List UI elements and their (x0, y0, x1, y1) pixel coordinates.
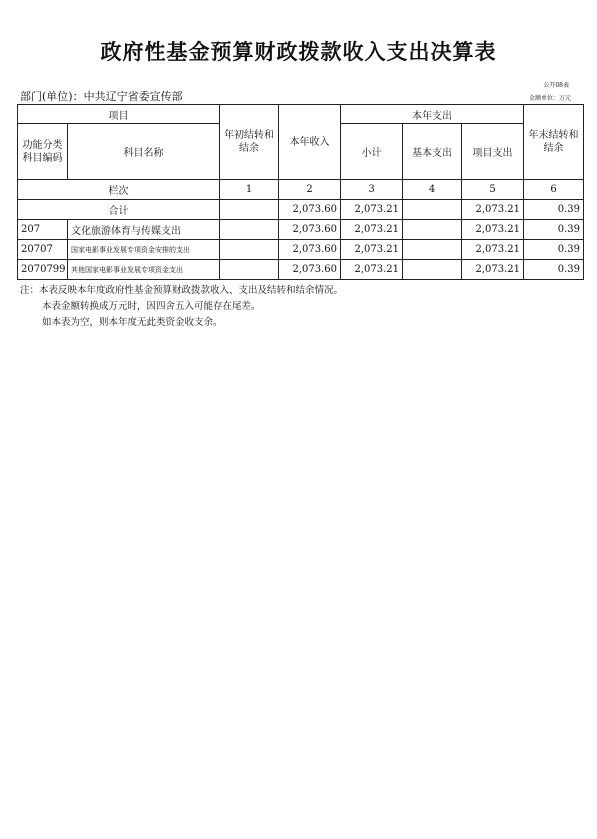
notes (20, 283, 343, 331)
index-col-3: 3 (341, 180, 403, 200)
row-end: 0.39 (524, 240, 584, 260)
report-table (17, 104, 584, 280)
unit-label: 金额单位：万元 (528, 95, 571, 102)
row-end: 0.39 (524, 260, 584, 280)
table-row (18, 240, 584, 260)
row-basic (403, 220, 462, 240)
row-basic (403, 260, 462, 280)
row-project: 2,073.21 (462, 200, 524, 220)
index-col-2: 2 (279, 180, 341, 200)
row-name: 文化旅游体育与传媒支出 (68, 220, 220, 240)
index-col-6: 6 (524, 180, 584, 200)
header-expense-group: 本年支出 (341, 105, 524, 124)
page-title: 政府性基金预算财政拨款收入支出决算表 (100, 40, 497, 64)
row-end: 0.39 (524, 200, 584, 220)
row-subtotal: 2,073.21 (341, 240, 403, 260)
form-number: 公开08表 (543, 82, 569, 89)
row-subtotal: 2,073.21 (341, 200, 403, 220)
row-begin (220, 200, 279, 220)
header-income: 本年收入 (279, 105, 341, 180)
row-total-name: 合计 (18, 200, 220, 220)
header-project: 项目支出 (462, 124, 524, 180)
header-item: 项目 (18, 105, 220, 124)
header-subtotal: 小计 (341, 124, 403, 180)
header-end-balance: 年末结转和结余 (524, 105, 584, 180)
row-project: 2,073.21 (462, 260, 524, 280)
header-basic: 基本支出 (403, 124, 462, 180)
row-name: 其他国家电影事业发展专项资金支出 (68, 260, 220, 280)
row-income: 2,073.60 (279, 220, 341, 240)
row-basic (403, 200, 462, 220)
row-income: 2,073.60 (279, 260, 341, 280)
index-label: 栏次 (18, 180, 220, 200)
row-code: 207 (18, 220, 68, 240)
header-code: 功能分类科目编码 (18, 124, 68, 180)
note-line: 如本表为空，则本年度无此类资金收支余。 (42, 317, 223, 328)
header-begin-balance: 年初结转和结余 (220, 105, 279, 180)
row-subtotal: 2,073.21 (341, 260, 403, 280)
row-subtotal: 2,073.21 (341, 220, 403, 240)
row-project: 2,073.21 (462, 220, 524, 240)
index-col-4: 4 (403, 180, 462, 200)
row-begin (220, 220, 279, 240)
row-begin (220, 260, 279, 280)
department-label: 部门(单位)：中共辽宁省委宣传部 (20, 90, 183, 103)
table-row (18, 260, 584, 280)
note-line: 本表金额转换成万元时，因四舍五入可能存在尾差。 (42, 301, 261, 312)
row-name: 国家电影事业发展专项资金安排的支出 (68, 240, 220, 260)
row-code: 20707 (18, 240, 68, 260)
row-begin (220, 240, 279, 260)
row-income: 2,073.60 (279, 240, 341, 260)
note-line: 注：本表反映本年度政府性基金预算财政拨款收入、支出及结转和结余情况。 (20, 285, 344, 296)
row-basic (403, 240, 462, 260)
row-income: 2,073.60 (279, 200, 341, 220)
table-row (18, 200, 584, 220)
header-name: 科目名称 (68, 124, 220, 180)
index-col-5: 5 (462, 180, 524, 200)
row-end: 0.39 (524, 220, 584, 240)
index-row (18, 180, 584, 200)
row-code: 2070799 (18, 260, 68, 280)
row-project: 2,073.21 (462, 240, 524, 260)
table-row (18, 220, 584, 240)
index-col-1: 1 (220, 180, 279, 200)
